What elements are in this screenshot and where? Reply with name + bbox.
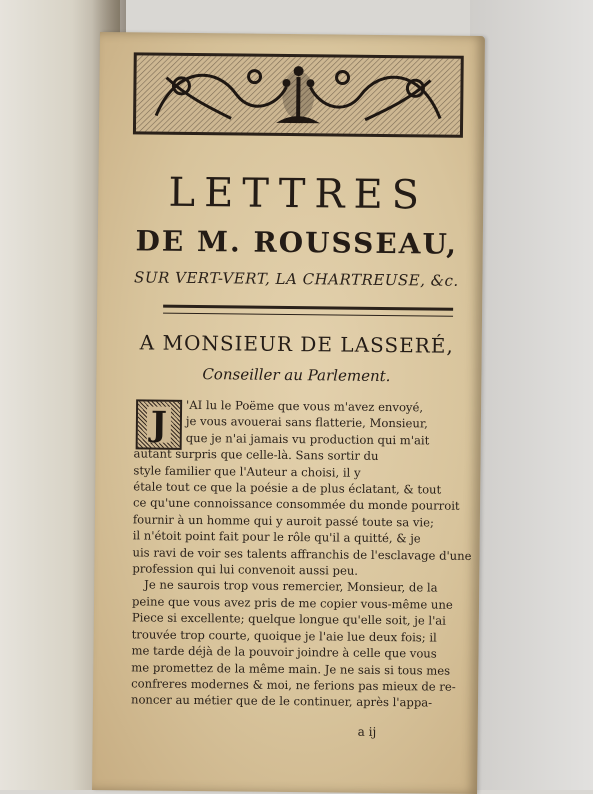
addressee-heading: A MONSIEUR DE LASSERÉ, [139, 330, 454, 358]
text-line: me tarde déjà de la pouvoir joindre à celle que vous [131, 643, 437, 661]
text-line: peine que vous avez pris de me copier vous-même une [131, 594, 453, 612]
text-line: Je ne saurois trop vous remercier, Monsieur, de la [144, 577, 438, 596]
text-line: ce qu'une connoissance consommée du monde pourroit [132, 495, 460, 514]
letter-body [131, 396, 474, 711]
title-lettres: LETTRES [168, 169, 429, 219]
signature-mark: a ij [357, 724, 377, 739]
text-line: uis ravi de voir ses talents affranchis de l'esclavage d'une [132, 545, 472, 563]
text-line: confreres modernes & moi, ne ferions pas mieux de re- [131, 676, 456, 694]
text-line: étale tout ce que la poésie a de plus éclatant, & tout [133, 479, 442, 497]
text-line: noncer au métier que de le continuer, après l'appa- [130, 692, 433, 710]
addressee-role: Conseiller au Parlement. [202, 365, 391, 386]
text-line: fournir à un homme qui y auroit passé toute sa vie; [132, 512, 434, 530]
text-line: 'AI lu le Poëme que vous m'avez envoyé, [186, 397, 424, 415]
text-line: Piece si excellente; quelque longue qu'elle soit, je l'ai [131, 610, 447, 628]
text-line: que je n'ai jamais vu production qui m'ait [185, 430, 430, 448]
text-line: trouvée trop courte, quoique je l'aie lue deux fois; il [131, 627, 437, 645]
title-subject: SUR VERT-VERT, LA CHARTREUSE, &c. [134, 268, 459, 290]
text-line: style familier que l'Auteur a choisi, il y [133, 462, 361, 480]
text-line: profession qui lui convenoit aussi peu. [132, 561, 359, 578]
drop-cap-letter: J [147, 407, 171, 443]
text-line: il n'étoit point fait pour le rôle qu'il a quitté, & je [132, 528, 421, 546]
ornamental-headpiece [133, 52, 464, 137]
title-author: DE M. ROUSSEAU, [135, 224, 459, 261]
text-line: me promettez de la même main. Je ne sais si tous mes [131, 659, 451, 678]
text-line: autant surpris que celle-là. Sans sortir du [133, 446, 379, 464]
text-line: je vous avouerai sans flatterie, Monsieur, [185, 414, 428, 431]
double-rule-divider [163, 305, 453, 317]
book-page [92, 32, 485, 794]
background-surface [470, 0, 593, 790]
floral-ornament-icon [136, 55, 461, 134]
